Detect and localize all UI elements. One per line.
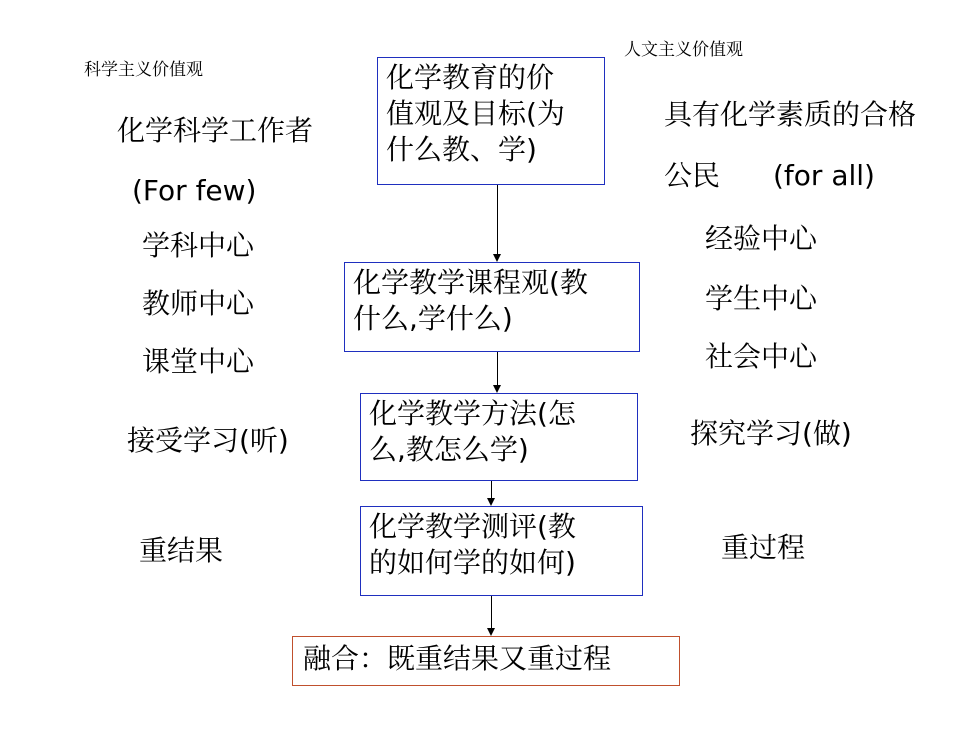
left-heading: 科学主义价值观	[84, 60, 203, 80]
flow-box-result-text: 融合：既重结果又重过程	[303, 642, 612, 675]
arrow-2-head	[493, 385, 501, 393]
right-role-line2: 公民	[664, 159, 721, 192]
flow-box-curriculum	[344, 262, 640, 352]
flow-box-goals-line-1: 化学教育的价	[386, 61, 555, 94]
arrow-2-line	[497, 352, 498, 386]
arrow-3-head	[487, 498, 495, 506]
flow-box-curriculum-line-1: 化学教学课程观(教	[353, 266, 588, 299]
right-learning: 探究学习(做)	[690, 417, 852, 450]
flow-box-curriculum-line-2: 什么,学什么)	[353, 302, 513, 335]
right-heading: 人文主义价值观	[624, 40, 743, 60]
flow-box-method	[360, 393, 638, 481]
flow-box-assessment-line-2: 的如何学的如何)	[369, 546, 576, 579]
left-scope: (For few)	[132, 174, 257, 207]
flow-box-goals-line-2: 值观及目标(为	[386, 97, 565, 130]
arrow-1-head	[493, 254, 501, 262]
flow-box-result	[292, 636, 680, 686]
left-learning: 接受学习(听)	[127, 424, 289, 457]
arrow-3-line	[491, 481, 492, 499]
arrow-4-line	[491, 596, 492, 629]
right-center-2: 学生中心	[705, 282, 818, 315]
right-emphasis: 重过程	[721, 531, 806, 564]
left-center-1: 学科中心	[142, 229, 255, 262]
arrow-4-head	[487, 628, 495, 636]
flow-box-assessment	[360, 506, 643, 596]
right-scope: (for all)	[773, 159, 875, 192]
left-center-2: 教师中心	[142, 287, 255, 320]
flow-box-goals-line-3: 什么教、学)	[386, 133, 537, 166]
flow-box-method-line-2: 么,教怎么学)	[369, 433, 529, 466]
flow-box-goals	[377, 57, 605, 185]
left-emphasis: 重结果	[139, 534, 224, 567]
right-role-line1: 具有化学素质的合格	[664, 98, 917, 131]
arrow-1-line	[497, 185, 498, 255]
right-center-1: 经验中心	[705, 222, 818, 255]
left-center-3: 课堂中心	[142, 345, 255, 378]
right-center-3: 社会中心	[705, 340, 818, 373]
flow-box-method-line-1: 化学教学方法(怎	[369, 397, 576, 430]
left-role: 化学科学工作者	[117, 114, 314, 147]
flow-box-assessment-line-1: 化学教学测评(教	[369, 510, 576, 543]
